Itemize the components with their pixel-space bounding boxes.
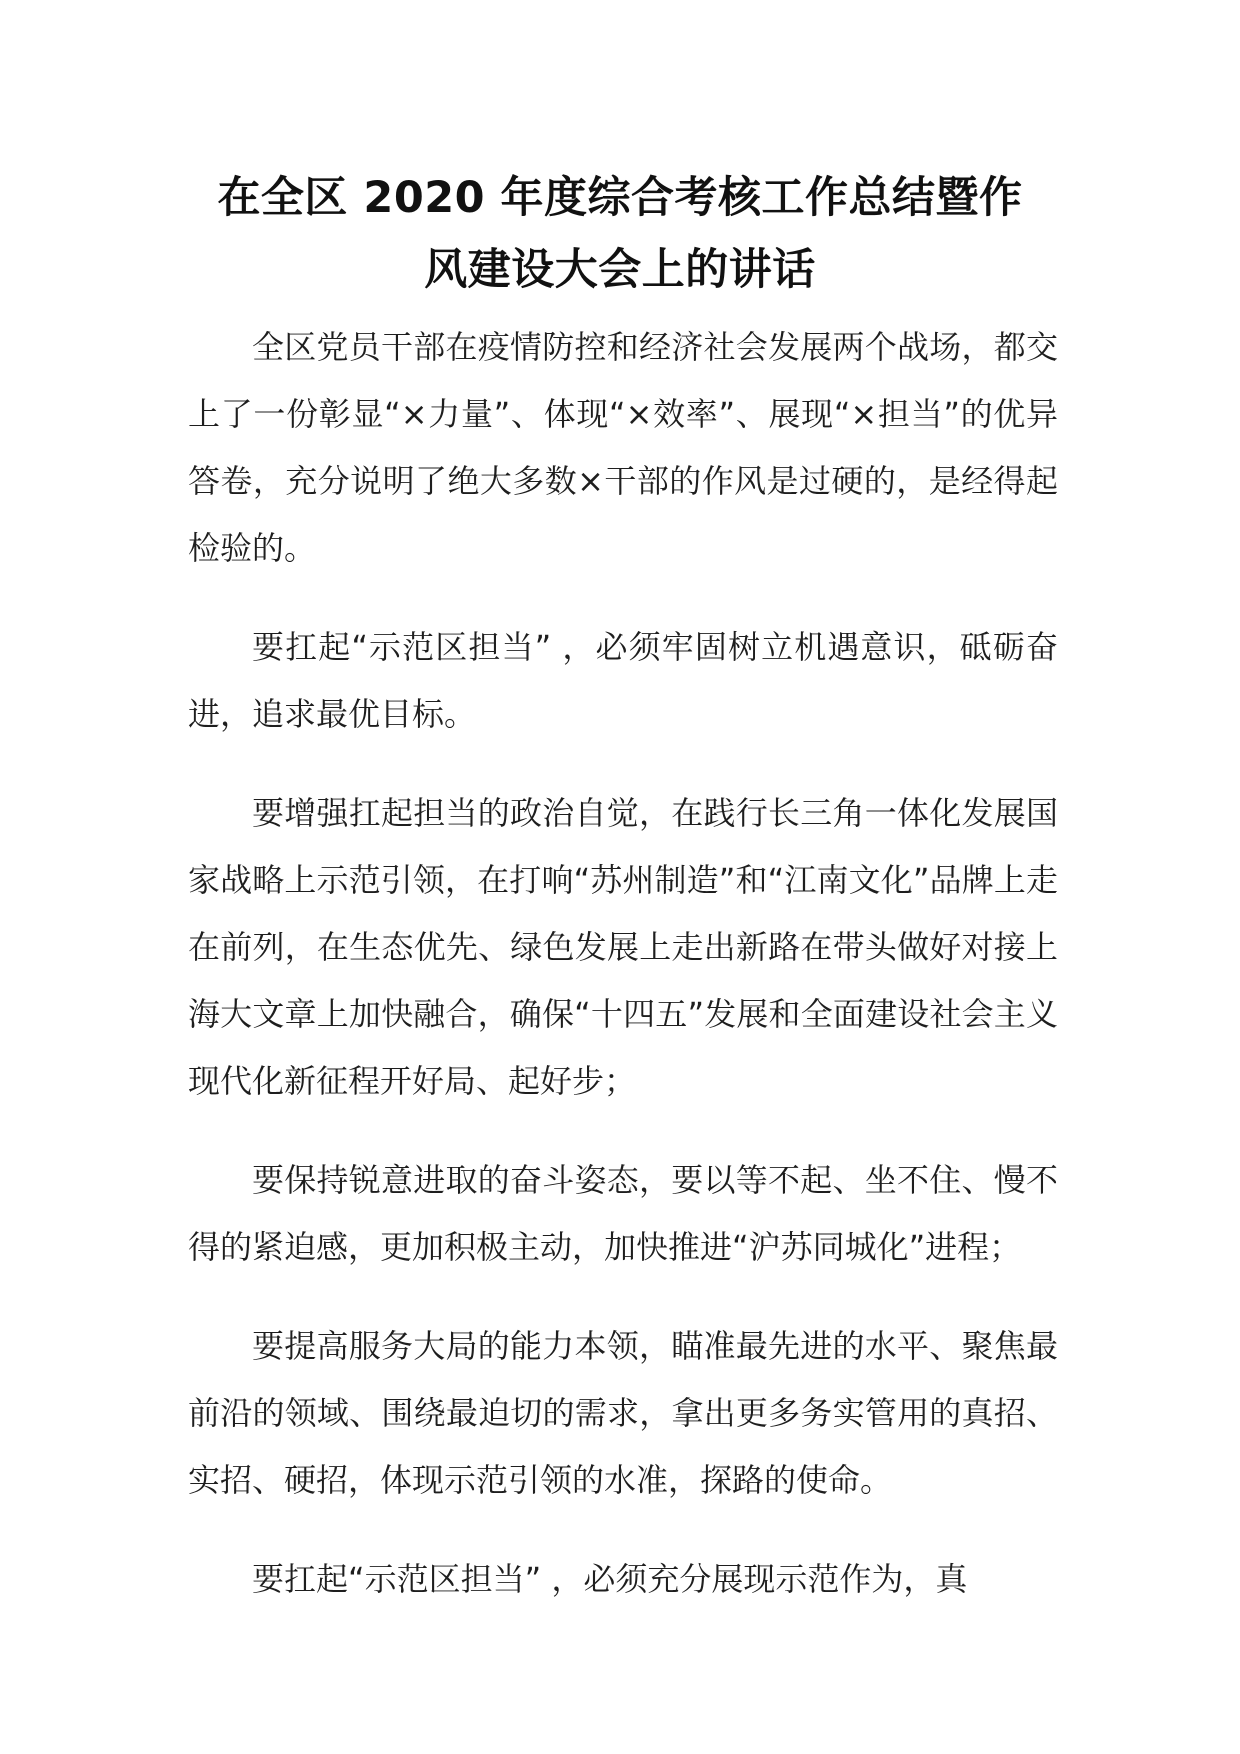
paragraph-2: 要扛起“示范区担当” ，必须牢固树立机遇意识，砥砺奋进，追求最优目标。 [188, 628, 1058, 733]
paragraph-4: 要保持锐意进取的奋斗姿态，要以等不起、坐不住、慢不得的紧迫感，更加积极主动，加快推进“沪苏同城化”进程； [188, 1161, 1058, 1266]
paragraph-6: 要扛起“示范区担当” ，必须充分展现示范作为，真 [252, 1560, 968, 1598]
paragraph-1: 全区党员干部在疫情防控和经济社会发展两个战场，都交上了一份彰显“×力量”、体现“×效率”、展现“×担当”的优异答卷，充分说明了绝大多数×干部的作风是过硬的，是经得起检验的。 [188, 328, 1058, 567]
document-title [180, 162, 1060, 306]
title-line-1: 在全区 2020 年度综合考核工作总结暨作 [217, 173, 1023, 223]
title-line-2: 风建设大会上的讲话 [424, 245, 816, 295]
document-body [188, 314, 1058, 1613]
paragraph-3: 要增强扛起担当的政治自觉，在践行长三角一体化发展国家战略上示范引领，在打响“苏州制造”和“江南文化”品牌上走在前列，在生态优先、绿色发展上走出新路在带头做好对接上海大文章上加快融合，确保“十四五”发展和全面建设社会主义现代化新征程开好局、起好步； [188, 794, 1058, 1100]
paragraph-5: 要提高服务大局的能力本领，瞄准最先进的水平、聚焦最前沿的领域、围绕最迫切的需求，拿出更多务实管用的真招、实招、硬招，体现示范引领的水准，探路的使命。 [188, 1327, 1058, 1499]
